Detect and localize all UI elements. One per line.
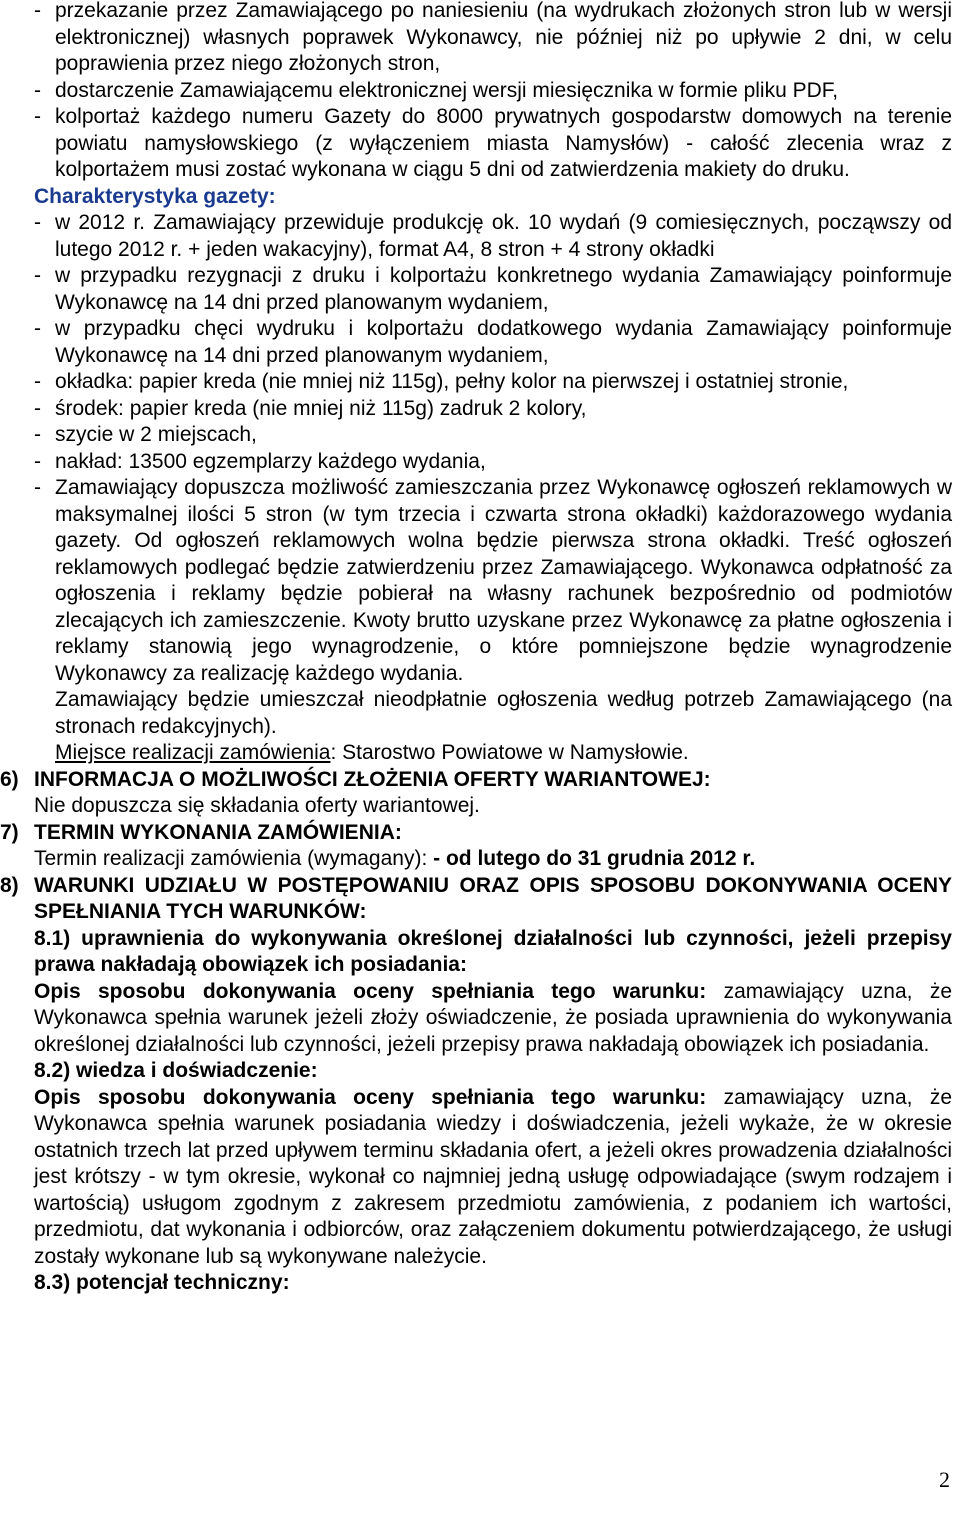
subsection-title: 8.2) wiedza i doświadczenie: (34, 1059, 318, 1082)
opis-label: Opis sposobu dokonywania oceny spełniania tego warunku: (34, 979, 707, 1003)
subsection-8-1-text (0, 979, 960, 1059)
section-number: 7) (0, 820, 19, 844)
list-item (0, 78, 960, 105)
list-item (0, 369, 960, 396)
list-item-text: kolportaż każdego numeru Gazety do 8000 prywatnych gospodarstw domowych na terenie powiatu namysłowskiego (z wyłączeniem miasta Namysłów) - całość zlecenia wraz z kolportażem musi zostać wykonana w ciągu 5 dni od zatwierdzenia makiety do druku. (55, 105, 952, 181)
section-number: 8) (0, 873, 19, 897)
place-value: : Starostwo Powiatowe w Namysłowie. (330, 741, 689, 764)
opis-label: Opis sposobu dokonywania oceny spełniania tego warunku: (34, 1085, 707, 1109)
place-line (55, 740, 952, 767)
subsection-8-2-text (0, 1085, 960, 1271)
section-title: INFORMACJA O MOŻLIWOŚCI ZŁOŻENIA OFERTY WARIANTOWEJ: (34, 767, 711, 791)
section-number: 6) (0, 767, 19, 791)
list-item-text: szycie w 2 miejscach, (55, 423, 257, 446)
bullet-dash: - (34, 0, 41, 22)
page-number: 2 (939, 1467, 950, 1492)
subsection-8-3-heading (0, 1270, 960, 1297)
term-label: Termin realizacji zamówienia (wymagany): (34, 847, 428, 870)
list-item-text: środek: papier kreda (nie mniej niż 115g) zadruk 2 kolory, (55, 396, 587, 420)
section-8-heading (0, 873, 960, 926)
bullet-dash: - (34, 317, 41, 340)
place-paragraph (0, 740, 960, 767)
bullet-dash: - (34, 476, 41, 499)
section-6-heading (0, 767, 960, 794)
section-text (34, 846, 952, 873)
list-item (0, 316, 960, 369)
characteristics-heading: Charakterystyka gazety: (34, 184, 276, 208)
section-7-heading (0, 820, 960, 847)
subsection-text (34, 1085, 952, 1271)
place-label: Miejsce realizacji zamówienia (55, 741, 331, 764)
list-item (0, 449, 960, 476)
list-item-text: dostarczenie Zamawiającemu elektronicznej wersji miesięcznika w formie pliku PDF, (55, 78, 839, 102)
list-item-text: Zamawiający dopuszcza możliwość zamieszczania przez Wykonawcę ogłoszeń reklamowych w maksymalnej ilości 5 stron (w tym trzecia i czwarta strona okładki) każdorazowego wydania gazety. Od ogłoszeń reklamowych wolna będzie pierwsza strona okładki. Treść ogłoszeń reklamowych podlegać będzie zatwierdzeniu przez Zamawiającego. Wykonawca odpłatność za ogłoszenia i reklamy będzie pobierał na własny rachunek bezpośrednio od podmiotów zlecających ich zamieszczenie. Kwoty brutto uzyskane przez Wykonawcę za płatne ogłoszenia i reklamy stanowią jego wynagrodzenie, o które pomniejszone będzie wynagrodzenie Wykonawcy za realizację każdego wydania. (55, 476, 952, 685)
subsection-title: 8.3) potencjał techniczny: (34, 1271, 290, 1294)
list-item (0, 210, 960, 263)
list-item (0, 104, 960, 184)
free-ads-text: Zamawiający będzie umieszczał nieodpłatnie ogłoszenia według potrzeb Zamawiającego (na stronach redakcyjnych). (55, 688, 952, 738)
bullet-dash: - (34, 264, 41, 287)
section-6-text (0, 793, 960, 820)
bullet-dash: - (34, 423, 41, 446)
list-item (0, 422, 960, 449)
list-item (0, 396, 960, 423)
list-item-text: w 2012 r. Zamawiający przewiduje produkcję ok. 10 wydań (9 comiesięcznych, począwszy od lutego 2012 r. + jeden wakacyjny), format A4, 8 stron + 4 strony okładki (55, 211, 952, 261)
subsection-text (34, 979, 952, 1059)
free-ads-paragraph (0, 687, 960, 740)
list-item (0, 0, 960, 78)
list-item (0, 263, 960, 316)
opis-text: zamawiający uzna, że Wykonawca spełnia warunek jeżeli złoży oświadczenie, że posiada uprawnienia do wykonywania określonej działalności lub czynności, jeżeli przepisy prawa nakładają obowiązek ich posiadania. (34, 979, 952, 1056)
bullet-dash: - (34, 78, 41, 102)
subsection-8-1-heading (0, 926, 960, 979)
section-7-text (0, 846, 960, 873)
subsection-8-2-heading (0, 1058, 960, 1085)
bullet-dash: - (34, 449, 41, 473)
list-item (0, 475, 960, 687)
section-text: Nie dopuszcza się składania oferty wariantowej. (34, 794, 480, 817)
bullet-dash: - (34, 105, 41, 128)
section-title: WARUNKI UDZIAŁU W POSTĘPOWANIU ORAZ OPIS SPOSOBU DOKONYWANIA OCENY SPEŁNIANIA TYCH WARUNKÓW: (34, 873, 952, 923)
term-value: - od lutego do 31 grudnia 2012 r. (427, 847, 756, 870)
list-item-text: przekazanie przez Zamawiającego po naniesieniu (na wydrukach złożonych stron lub w wersji elektronicznej) własnych poprawek Wykonawcy, nie później niż po upływie 2 dni, w celu poprawienia przez niego złożonych stron, (55, 0, 952, 75)
bullet-dash: - (34, 396, 41, 420)
subsection-title: 8.1) uprawnienia do wykonywania określonej działalności lub czynności, jeżeli przepisy prawa nakładają obowiązek ich posiadania: (34, 926, 952, 976)
list-item-text: w przypadku chęci wydruku i kolportażu dodatkowego wydania Zamawiający poinformuje Wykonawcę na 14 dni przed planowanym wydaniem, (55, 317, 952, 367)
section-title: TERMIN WYKONANIA ZAMÓWIENIA: (34, 820, 402, 844)
bullet-dash: - (34, 211, 41, 234)
bullet-dash: - (34, 370, 41, 393)
list-item-text: w przypadku rezygnacji z druku i kolportażu konkretnego wydania Zamawiający poinformuje Wykonawcę na 14 dni przed planowanym wydaniem, (55, 264, 952, 314)
list-item-text: nakład: 13500 egzemplarzy każdego wydania, (55, 449, 486, 473)
opis-text: zamawiający uzna, że Wykonawca spełnia warunek posiadania wiedzy i doświadczenia, jeżeli wykaże, że w okresie ostatnich trzech lat przed upływem terminu składania ofert, a jeżeli okres prowadzenia działalności jest krótszy - w tym okresie, wykonał co najmniej jedną usługę odpowiadające (swym rodzajem i wartością) usługom zgodnym z zakresem przedmiotu zamówienia, z podaniem ich wartości, przedmiotu, dat wykonania i odbiorców, oraz załączeniem dokumentu potwierdzającego, że usługi zostały wykonane lub są wykonywane należycie. (34, 1085, 952, 1268)
list-item-text: okładka: papier kreda (nie mniej niż 115g), pełny kolor na pierwszej i ostatniej stronie, (55, 370, 849, 393)
